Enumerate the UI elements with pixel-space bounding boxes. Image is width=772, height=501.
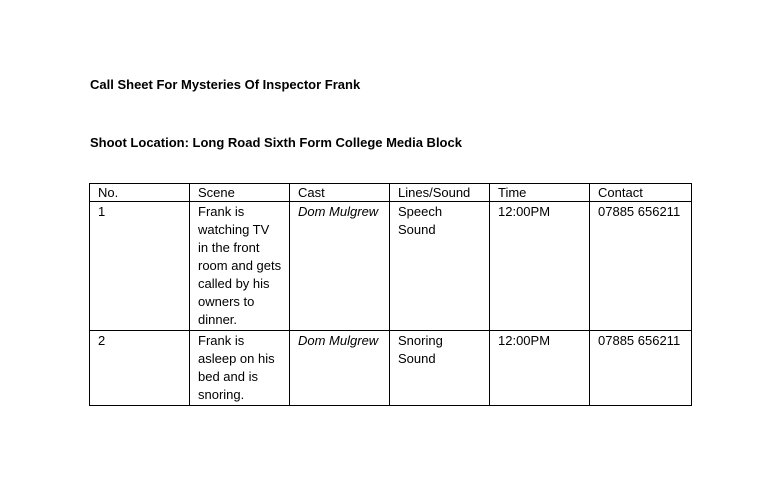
- cell-contact: 07885 656211: [590, 202, 692, 331]
- table-row: [90, 202, 692, 331]
- shoot-location: Shoot Location: Long Road Sixth Form College Media Block: [90, 135, 462, 150]
- cell-cast: Dom Mulgrew: [290, 331, 390, 406]
- cell-no: 1: [90, 202, 190, 331]
- cell-lines-sound: Speech Sound: [390, 202, 490, 331]
- cell-time: 12:00PM: [490, 331, 590, 406]
- table-row: [90, 331, 692, 406]
- cell-time: 12:00PM: [490, 202, 590, 331]
- call-sheet-table: [89, 183, 692, 406]
- cell-cast: Dom Mulgrew: [290, 202, 390, 331]
- cell-lines-sound: Snoring Sound: [390, 331, 490, 406]
- header-cast: Cast: [290, 184, 390, 202]
- header-time: Time: [490, 184, 590, 202]
- header-scene: Scene: [190, 184, 290, 202]
- table-header-row: [90, 184, 692, 202]
- cell-contact: 07885 656211: [590, 331, 692, 406]
- cell-scene: Frank is asleep on his bed and is snoring.: [190, 331, 290, 406]
- header-lines-sound: Lines/Sound: [390, 184, 490, 202]
- cell-no: 2: [90, 331, 190, 406]
- cell-scene: Frank is watching TV in the front room and gets called by his owners to dinner.: [190, 202, 290, 331]
- header-contact: Contact: [590, 184, 692, 202]
- header-no: No.: [90, 184, 190, 202]
- document-title: Call Sheet For Mysteries Of Inspector Frank: [90, 77, 361, 92]
